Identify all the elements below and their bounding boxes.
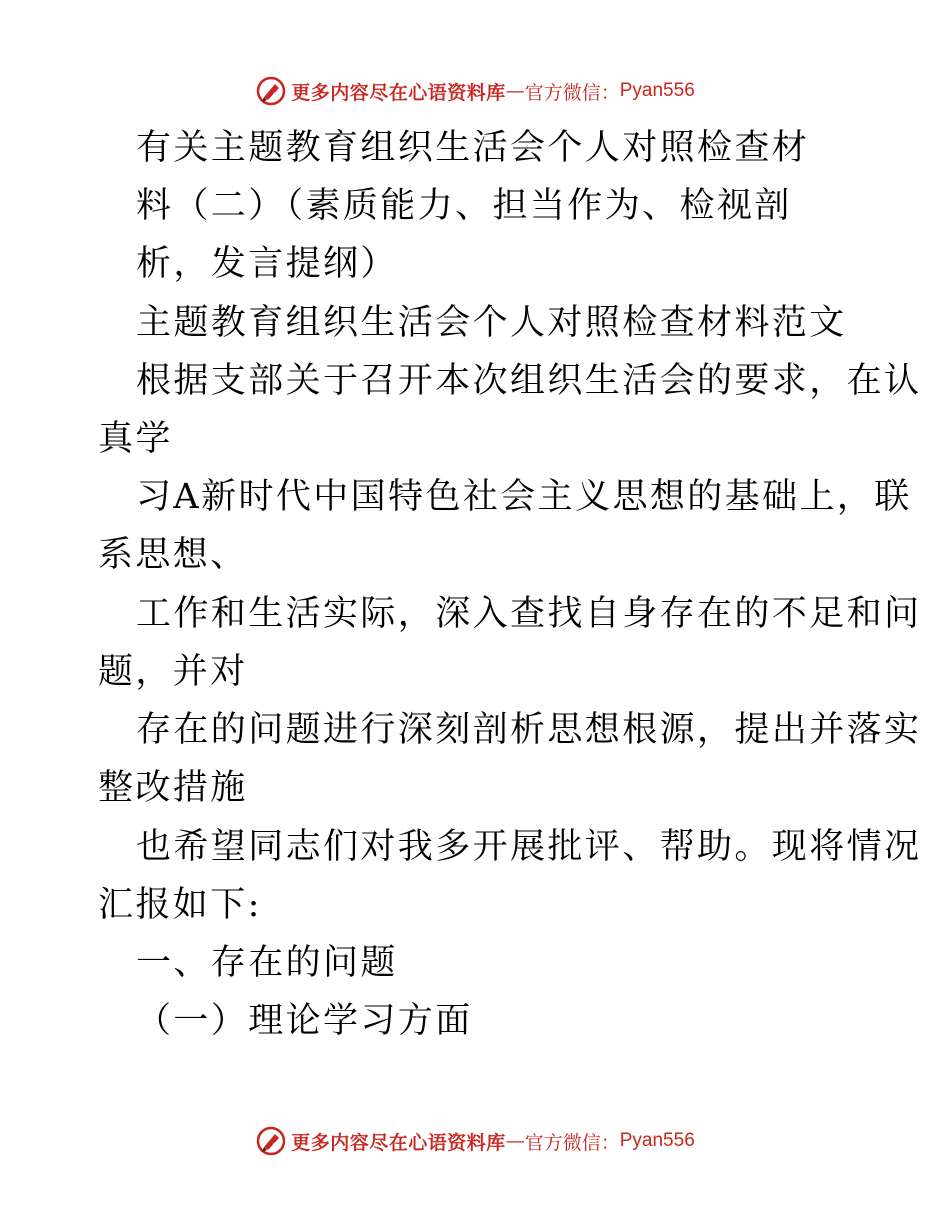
body-line-2: 真学 [98,419,173,459]
section-heading: 一、存在的问题 [136,943,398,983]
pen-logo-icon [255,1125,287,1157]
header-separator: — [505,80,525,102]
body-line-5: 工作和生活实际，深入查找自身存在的不足和问 [136,594,922,634]
title-line-3: 析，发言提纲） [136,244,398,284]
header-brand-text: 更多内容尽在心语资料库 [291,81,506,104]
header-contact-text: 官方微信： [524,81,620,104]
body-line-6: 题，并对 [98,652,248,692]
footer-watermark [0,1121,950,1161]
footer-brand-text: 更多内容尽在心语资料库 [291,1131,506,1154]
body-line-3: 习A新时代中国特色社会主义思想的基础上，联 [136,477,912,517]
subsection-heading: （一）理论学习方面 [136,1001,473,1041]
body-line-10: 汇报如下: [98,885,262,925]
body-line-1: 根据支部关于召开本次组织生活会的要求，在认 [136,361,922,401]
body-line-8: 整改措施 [98,768,248,808]
body-line-4: 系思想、 [98,535,248,575]
body-line-9: 也希望同志们对我多开展批评、帮助。现将情况 [136,827,922,867]
body-line-7: 存在的问题进行深刻剖析思想根源，提出并落实 [136,710,922,750]
title-line-2: 料（二）（素质能力、担当作为、检视剖 [136,186,792,226]
title-line-1: 有关主题教育组织生活会个人对照检查材 [136,128,810,168]
footer-contact-id: Pyan556 [619,1130,695,1151]
footer-separator: — [505,1130,525,1152]
footer-contact-text: 官方微信： [524,1131,620,1154]
header-contact-id: Pyan556 [619,80,695,101]
document-subtitle: 主题教育组织生活会个人对照检查材料范文 [136,303,847,343]
